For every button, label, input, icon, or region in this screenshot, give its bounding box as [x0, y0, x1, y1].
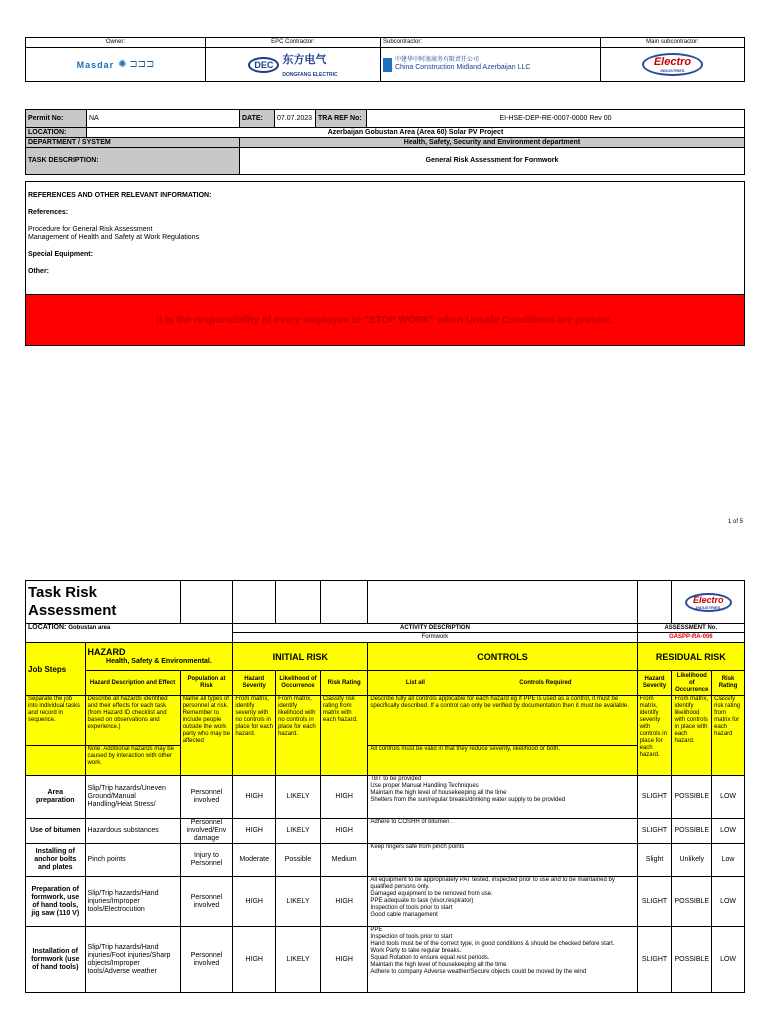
guide-res-severity: From matrix, identify severity with controls in place for each hazard. [637, 696, 672, 776]
tra-electro-logo: Electro INDUSTRIES [685, 593, 732, 612]
col-likelihood: Likelihood of Occurrence [276, 671, 321, 696]
masdar-logo: Masdar [76, 59, 115, 70]
risk-likelihood: Possible [276, 844, 321, 877]
risk-hazard: Slip/Trip hazards/Uneven Ground/Manual Handling/Heat Stress/ [85, 776, 180, 819]
department-value: Health, Safety, Security and Environment department [240, 138, 745, 148]
guide-res-rating: Classify risk rating from matrix for each hazard [712, 696, 745, 776]
department-label: DEPARTMENT / SYSTEM [26, 138, 240, 148]
electro-logo-cell [601, 48, 745, 82]
risk-rating: HIGH [320, 776, 367, 819]
references-heading: REFERENCES AND OTHER RELEVANT INFORMATION: [28, 192, 212, 199]
risk-likelihood: LIKELY [276, 776, 321, 819]
references-box [25, 181, 745, 295]
dec-logo-cn: 东方电气 [282, 53, 327, 66]
owner-label: Owner: [26, 38, 206, 48]
header-table [25, 37, 745, 82]
risk-rating: HIGH [320, 819, 367, 844]
location-value: Azerbaijan Gobustan Area (Area 60) Solar PV Project [87, 128, 745, 138]
permit-value: NA [87, 110, 240, 128]
risk-res-severity: SLIGHT [637, 927, 672, 993]
tra-ref-label: TRA REF No: [316, 110, 367, 128]
col-res-rating: Risk Rating [712, 671, 745, 696]
risk-controls: All equipment to be appropriately PAT tested, inspected prior to use and to be maintained by qualified persons only. Damaged equipment to be removed from use. PPE adequate to task (visor,respirator) Inspection of tools prior to start Good cable management [368, 877, 637, 927]
col-res-severity: Hazard Severity [637, 671, 672, 696]
dec-emblem: DEC [248, 57, 279, 73]
guide-population: Name all types of personnel at risk. Remember to include people outside the work party who may be affected [180, 696, 233, 776]
assessment-label: ASSESSMENT No. [637, 624, 744, 633]
risk-res-likelihood: Unlikely [672, 844, 712, 877]
subcontractor-label: Subcontractor: [381, 38, 601, 48]
risk-rating: Medium [320, 844, 367, 877]
dec-logo-cell [206, 48, 381, 82]
masdar-logo-cell [26, 48, 206, 82]
risk-step: Preparation of formwork, use of hand tools, jig saw (110 V) [26, 877, 86, 927]
cnc-logo-cn: 中建华中阿塞商务有限责任公司 [395, 57, 480, 63]
risk-res-likelihood: POSSIBLE [672, 776, 712, 819]
guide-severity: From matrix, identify severity with no controls in place for each hazard. [233, 696, 276, 776]
risk-population: Personnel involved/Env damage [180, 819, 233, 844]
guide-hazard: Describe all hazards identified and their effects for each task (from Hazard ID checklist and based on observations and experience.) [85, 696, 180, 746]
col-severity: Hazard Severity [233, 671, 276, 696]
other-label: Other: [28, 268, 49, 275]
guide-note: Note: Additional hazards may be caused by interaction with other work. [85, 746, 180, 776]
risk-severity: HIGH [233, 927, 276, 993]
col-rating: Risk Rating [320, 671, 367, 696]
guide-job: Separate the job into individual tasks and record in sequence. [26, 696, 86, 746]
risk-res-likelihood: POSSIBLE [672, 927, 712, 993]
reference-2: Management of Health and Safety at Work Regulations [28, 234, 200, 241]
cnc-logo-icon [383, 58, 392, 72]
risk-controls: Adhere to COSHH of bitumen . [368, 819, 637, 844]
controls-header: CONTROLS [368, 643, 637, 671]
risk-res-likelihood: POSSIBLE [672, 819, 712, 844]
electro-logo: Electro INDUSTRIES [642, 53, 703, 76]
risk-res-severity: SLIGHT [637, 877, 672, 927]
col-controls: List all Controls Required [368, 671, 637, 696]
activity-value: Formwork [233, 633, 637, 643]
tra-electro-logo-cell [672, 581, 745, 624]
risk-res-rating: LOW [712, 927, 745, 993]
assessment-value: GASPP-RA-006 [637, 633, 744, 643]
risk-hazard: Hazardous substances [85, 819, 180, 844]
special-equipment-label: Special Equipment: [28, 251, 93, 258]
risk-controls: PPE Inspection of tools prior to start Hand tools must be of the correct type, in good conditions & should be checked before start. Work Party to take regular breaks. Squad Rotation to ensure equal rest periods. Maintain the high level of housekeeping all the time Adhere to company Adverse weather/Secure objects could be moved by the wind [368, 927, 637, 993]
risk-hazard: Slip/Trip hazards/Hand injuries/Improper tools/Electrocution [85, 877, 180, 927]
risk-res-rating: Low [712, 844, 745, 877]
masdar-emblem-icon: ✺ ⊐⊐⊐ [118, 59, 155, 70]
residual-risk-header: RESIDUAL RISK [637, 643, 744, 671]
guide-likelihood: From matrix, identify likelihood with no controls in place for each hazard. [276, 696, 321, 776]
risk-step: Area preparation [26, 776, 86, 819]
risk-res-severity: Slight [637, 844, 672, 877]
tra-location: LOCATION: Gobustan area [26, 624, 233, 643]
risk-severity: Moderate [233, 844, 276, 877]
risk-controls: Keep fingers safe from pinch points [368, 844, 637, 877]
guide-res-likelihood: From matrix, identify likelihood with controls in place with each hazard. [672, 696, 712, 776]
permit-table [25, 109, 745, 175]
permit-label: Permit No: [26, 110, 87, 128]
risk-population: Injury to Personnel [180, 844, 233, 877]
risk-likelihood: LIKELY [276, 819, 321, 844]
risk-population: Personnel involved [180, 776, 233, 819]
tra-table [25, 580, 745, 993]
activity-label: ACTIVITY DESCRIPTION [233, 624, 637, 633]
risk-res-rating: LOW [712, 877, 745, 927]
risk-hazard: Pinch points [85, 844, 180, 877]
table-row [26, 877, 745, 927]
task-description-value: General Risk Assessment for Formwork [240, 148, 745, 175]
risk-res-rating: LOW [712, 819, 745, 844]
table-row [26, 776, 745, 819]
task-description-label: TASK DESCRIPTION: [26, 148, 240, 175]
risk-step: Installation of formwork (use of hand tools) [26, 927, 86, 993]
risk-res-severity: SLIGHT [637, 776, 672, 819]
risk-likelihood: LIKELY [276, 927, 321, 993]
col-res-likelihood: Likelihood of Occurrence [672, 671, 712, 696]
dec-logo-en: DONGFANG ELECTRIC [282, 71, 338, 78]
table-row [26, 819, 745, 844]
risk-res-rating: LOW [712, 776, 745, 819]
date-value: 07.07.2023 [275, 110, 316, 128]
job-steps-header: Job Steps [26, 643, 86, 696]
risk-controls: TBT to be provided Use proper Manual Handling Techniques Maintain the high level of housekeeping all the time Shelters from the sun/regular breaks/drinking water supply to be provided [368, 776, 637, 819]
risk-rating: HIGH [320, 877, 367, 927]
guide-controls: Describe fully all controls applicable for each hazard eg if PPE is used as a control, it must be specifically described. If a control can only be verified by documentation then it must be available. [368, 696, 637, 746]
table-row [26, 927, 745, 993]
initial-risk-header: INITIAL RISK [233, 643, 368, 671]
location-label: LOCATION: [26, 128, 87, 138]
risk-likelihood: LIKELY [276, 877, 321, 927]
risk-res-likelihood: POSSIBLE [672, 877, 712, 927]
col-hazard-desc: Hazard Description and Effect [85, 671, 180, 696]
hazard-header: HAZARD Health, Safety & Environmental. [85, 643, 233, 671]
risk-severity: HIGH [233, 819, 276, 844]
risk-hazard: Slip/Trip hazards/Hand injuries/Foot injuries/Sharp objects/Improper tools/Adverse weather [85, 927, 180, 993]
cnc-logo-cell [381, 48, 601, 82]
guide-rating: Classify risk rating from matrix with each hazard. [320, 696, 367, 776]
epc-label: EPC Contractor: [206, 38, 381, 48]
risk-severity: HIGH [233, 877, 276, 927]
main-subcontractor-label: Main subcontractor: [601, 38, 745, 48]
reference-1: Procedure for General Risk Assessment [28, 226, 153, 233]
risk-rating: HIGH [320, 927, 367, 993]
col-population: Population at Risk [180, 671, 233, 696]
page-number: 1 of 5 [728, 519, 744, 525]
risk-res-severity: SLIGHT [637, 819, 672, 844]
references-label: References: [28, 209, 69, 216]
risk-severity: HIGH [233, 776, 276, 819]
risk-step: Use of bitumen [26, 819, 86, 844]
risk-step: Installing of anchor bolts and plates [26, 844, 86, 877]
table-row [26, 844, 745, 877]
risk-population: Personnel involved [180, 877, 233, 927]
tra-title: Task Risk Assessment [26, 581, 181, 624]
tra-ref-value: EI-HSE-DEP-RE-0007-0000 Rev 00 [367, 110, 745, 128]
cnc-logo-en: China Construction Midland Azerbaijan LLC [395, 64, 531, 71]
stop-work-banner: It is the responsibility of every employee to "STOP WORK" when Unsafe Conditions are present. [25, 294, 745, 346]
date-label: DATE: [240, 110, 275, 128]
guide-controls-note: All controls must be valid in that they reduce severity, likelihood or both. [368, 746, 637, 776]
risk-population: Personnel involved [180, 927, 233, 993]
